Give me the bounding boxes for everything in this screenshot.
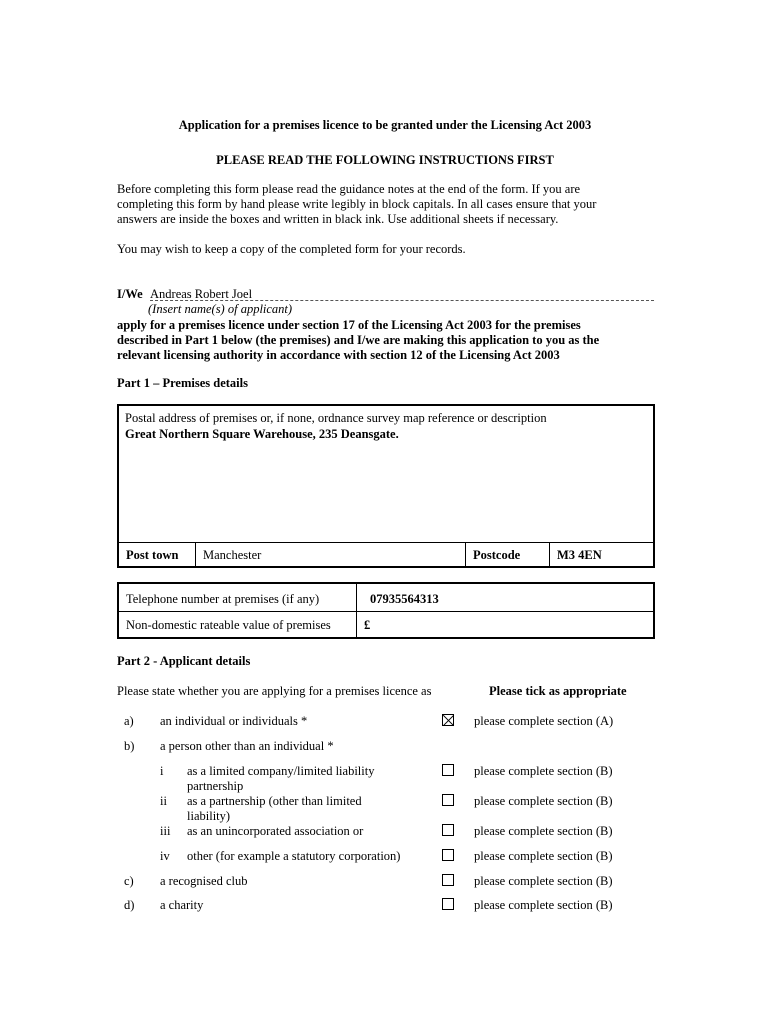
instructions-line: answers are inside the boxes and written in black ink. Use additional sheets if necessary. — [117, 212, 559, 226]
option-unincorporated-label: as an unincorporated association or — [187, 824, 364, 838]
divider — [465, 542, 466, 566]
divider — [195, 542, 196, 566]
part2-question: Please state whether you are applying for a premises licence as — [117, 684, 432, 698]
charity-checkbox[interactable] — [442, 898, 454, 910]
option-marker: iv — [160, 849, 170, 863]
option-note: please complete section (B) — [474, 764, 613, 778]
applicant-hint: (Insert name(s) of applicant) — [148, 302, 293, 316]
option-marker: ii — [160, 794, 167, 808]
partnership-checkbox[interactable] — [442, 794, 454, 806]
divider — [549, 542, 550, 566]
limited-company-checkbox[interactable] — [442, 764, 454, 776]
telephone-value[interactable]: 07935564313 — [370, 592, 439, 606]
option-marker: i — [160, 764, 164, 778]
divider — [356, 584, 357, 637]
option-charity-label: a charity — [160, 898, 204, 912]
option-note: please complete section (B) — [474, 794, 613, 808]
applicant-prefix: I/We — [117, 287, 143, 301]
address-label: Postal address of premises or, if none, ordnance survey map reference or description — [125, 411, 547, 425]
option-partnership-label: as a partnership (other than limited — [187, 794, 362, 808]
option-other-label: other (for example a statutory corporation) — [187, 849, 401, 863]
option-marker: b) — [124, 739, 135, 753]
option-note: please complete section (B) — [474, 849, 613, 863]
premises-address-box — [117, 404, 655, 568]
individual-checkbox[interactable] — [442, 714, 454, 726]
other-checkbox[interactable] — [442, 849, 454, 861]
telephone-label: Telephone number at premises (if any) — [126, 592, 320, 606]
postcode-label: Postcode — [473, 548, 521, 562]
form-title: Application for a premises licence to be granted under the Licensing Act 2003 — [178, 118, 592, 132]
option-note: please complete section (A) — [474, 714, 614, 728]
applicant-name-line — [150, 286, 654, 301]
tick-heading: Please tick as appropriate — [489, 684, 627, 698]
option-note: please complete section (B) — [474, 898, 613, 912]
instructions-heading: PLEASE READ THE FOLLOWING INSTRUCTIONS FIRST — [216, 153, 554, 167]
rateable-value[interactable]: £ — [364, 618, 371, 632]
copy-note: You may wish to keep a copy of the completed form for your records. — [117, 242, 466, 256]
option-non-individual-label: a person other than an individual * — [160, 739, 334, 753]
instructions-paragraph — [117, 182, 596, 227]
option-marker: a) — [124, 714, 134, 728]
row-divider — [119, 611, 653, 612]
statement-line: apply for a premises licence under section 17 of the Licensing Act 2003 for the premises — [117, 318, 581, 332]
post-town-label: Post town — [126, 548, 179, 562]
contact-table — [117, 582, 655, 639]
club-checkbox[interactable] — [442, 874, 454, 886]
option-individual-label: an individual or individuals * — [160, 714, 308, 728]
option-marker: iii — [160, 824, 171, 838]
instructions-line: Before completing this form please read the guidance notes at the end of the form. If you are — [117, 182, 581, 196]
option-club-label: a recognised club — [160, 874, 248, 888]
option-partnership-label-2: liability) — [187, 809, 231, 823]
option-marker: c) — [124, 874, 134, 888]
instructions-line: completing this form by hand please write legibly in block capitals. In all cases ensure that your — [117, 197, 597, 211]
part1-heading: Part 1 – Premises details — [117, 376, 248, 390]
option-note: please complete section (B) — [474, 874, 613, 888]
option-limited-company-label-2: partnership — [187, 779, 244, 793]
option-limited-company-label: as a limited company/limited liability — [187, 764, 375, 778]
statement-line: described in Part 1 below (the premises) and I/we are making this application to you as the — [117, 333, 600, 347]
option-note: please complete section (B) — [474, 824, 613, 838]
post-town-value[interactable]: Manchester — [203, 548, 262, 562]
address-value[interactable]: Great Northern Square Warehouse, 235 Deansgate. — [125, 427, 399, 441]
rateable-label: Non-domestic rateable value of premises — [126, 618, 331, 632]
option-marker: d) — [124, 898, 135, 912]
applicant-name[interactable]: Andreas Robert Joel — [150, 287, 253, 301]
unincorporated-checkbox[interactable] — [442, 824, 454, 836]
postcode-value[interactable]: M3 4EN — [557, 548, 602, 562]
applicant-statement — [117, 318, 599, 363]
statement-line: relevant licensing authority in accordance with section 12 of the Licensing Act 2003 — [117, 348, 560, 362]
address-divider — [119, 542, 653, 543]
part2-heading: Part 2 - Applicant details — [117, 654, 251, 668]
